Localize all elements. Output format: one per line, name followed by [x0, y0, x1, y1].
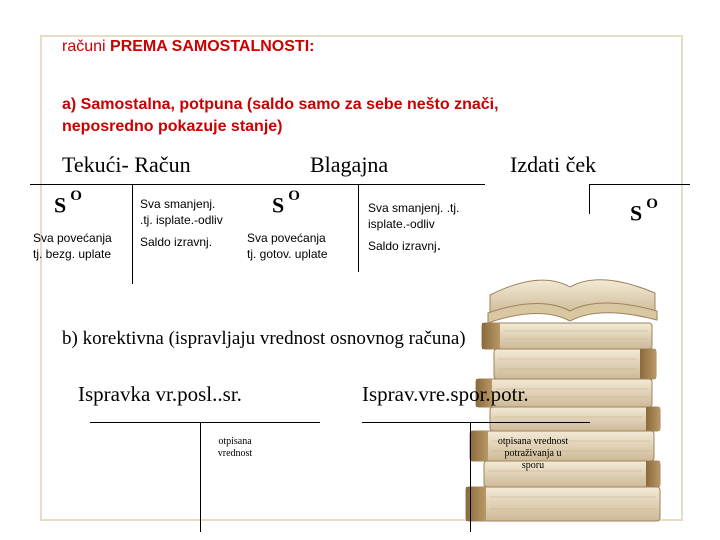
cash-account-heading: Blagajna	[310, 152, 389, 177]
section-a-line2: neposredno pokazuje stanje)	[62, 118, 283, 135]
current-account-divider	[132, 184, 133, 284]
section-a-line1: a) Samostalna, potpuna (saldo samo za sebe nešto znači,	[62, 96, 499, 113]
current-left-entry: Sva povećanja tj. bezg. uplate	[33, 231, 112, 261]
correction-account-2-divider	[470, 422, 471, 532]
title-prefix: računi	[62, 38, 106, 55]
correction-account-1-entry: otpisana vrednost	[217, 436, 253, 459]
cash-account-saldo: S $^O$	[272, 188, 300, 218]
correction-account-1-heading: Ispravka vr.posl..sr.	[78, 382, 242, 406]
cheque-divider	[589, 184, 590, 214]
section-b-heading: b) korektivna (ispravljaju vrednost osnovnog računa)	[62, 328, 466, 349]
current-account-saldo: S $^O$	[54, 188, 82, 218]
current-right-entry: Sva smanjenj. .tj. isplate.-odliv Saldo izravnj.	[140, 197, 223, 249]
title-main: PREMA SAMOSTALNOSTI:	[105, 38, 315, 55]
correction-account-2-entry: otpisana vrednost potraživanja u sporu	[497, 436, 569, 471]
cheque-account-heading: Izdati ček	[510, 152, 597, 177]
cash-right-entry: Sva smanjenj. .tj. isplate.-odliv Saldo izravnj.	[368, 201, 460, 254]
cheque-account-saldo: S $^O$	[630, 196, 658, 226]
t-account-top-line	[30, 184, 485, 185]
current-account-heading: Tekući- Račun	[62, 152, 191, 177]
cheque-top-line	[590, 184, 690, 185]
slide-title	[62, 38, 314, 56]
correction-account-2-top-line	[362, 422, 590, 423]
cash-left-entry: Sva povećanja tj. gotov. uplate	[247, 231, 328, 261]
correction-account-2-heading: Isprav.vre.spor.potr.	[362, 382, 529, 406]
correction-account-1-top-line	[90, 422, 320, 423]
cash-account-divider	[358, 184, 359, 272]
